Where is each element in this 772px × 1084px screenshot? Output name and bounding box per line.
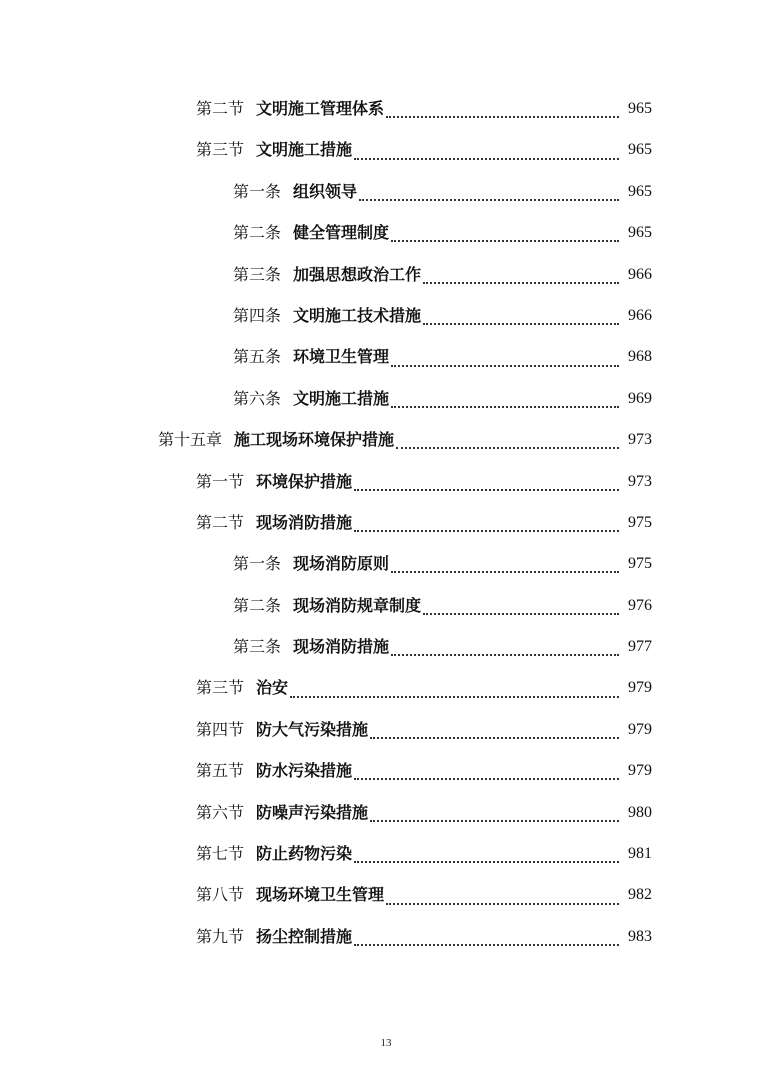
toc-entry-page: 982 [628,886,652,904]
toc-entry-prefix: 第三条 [233,264,282,284]
toc-entry-page: 966 [628,265,652,283]
toc-entry[interactable] [0,750,772,791]
dot-leader [391,570,619,573]
toc-entry-page: 977 [628,638,652,656]
toc-entry[interactable] [0,792,772,833]
toc-entry[interactable] [0,502,772,543]
dot-leader [391,364,619,367]
toc-entry[interactable] [0,171,772,212]
toc-entry-page: 965 [628,100,652,117]
toc-entry-page: 979 [628,762,652,780]
toc-entry-title: 健全管理制度 [293,223,390,243]
toc-entry[interactable] [0,336,772,377]
toc-entry-prefix: 第四条 [233,305,282,325]
dot-leader [359,198,619,201]
toc-entry-page: 979 [628,679,652,697]
toc-entry-prefix: 第三条 [233,637,282,657]
dot-leader [370,736,619,739]
dot-leader [354,157,619,160]
toc-entry[interactable] [0,295,772,336]
toc-entry[interactable] [0,667,772,708]
toc-entry[interactable] [0,88,772,129]
dot-leader [354,488,619,491]
dot-leader [386,902,619,905]
dot-leader [290,695,619,698]
toc-entry-prefix: 第二节 [196,512,245,532]
toc-entry[interactable] [0,585,772,626]
toc-entry-prefix: 第五条 [233,347,282,367]
toc-entry-prefix: 第八节 [196,885,245,905]
toc-entry-page: 973 [628,431,652,449]
toc-entry-prefix: 第十五章 [158,430,223,450]
dot-leader [386,115,619,118]
toc-entry-prefix: 第二条 [233,223,282,243]
toc-entry-prefix: 第九节 [196,926,245,946]
dot-leader [354,943,619,946]
toc-entry-page: 983 [628,927,652,945]
dot-leader [396,446,619,449]
toc-entry-prefix: 第三节 [196,140,245,160]
toc-entry-page: 966 [628,306,652,324]
toc-entry-title: 现场消防措施 [293,637,390,657]
dot-leader [423,612,619,615]
dot-leader [354,860,619,863]
toc-entry-title: 扬尘控制措施 [256,926,353,946]
toc-entry-prefix: 第一条 [233,554,282,574]
dot-leader [370,819,619,822]
dot-leader [423,322,619,325]
toc-entry[interactable] [0,709,772,750]
toc-entry[interactable] [0,626,772,667]
toc-entry-page: 975 [628,555,652,573]
dot-leader [354,529,619,532]
toc-entry[interactable] [0,212,772,253]
toc-entry[interactable] [0,833,772,874]
dot-leader [423,281,619,284]
toc-entry-page: 976 [628,596,652,614]
toc-entry-title: 文明施工管理体系 [256,99,385,118]
toc-entry-prefix: 第二条 [233,595,282,615]
toc-entry-title: 防止药物污染 [256,844,353,864]
toc-entry-prefix: 第七节 [196,844,245,864]
toc-entry[interactable] [0,254,772,295]
toc-entry-title: 现场环境卫生管理 [256,885,385,905]
toc-entry-title: 环境保护措施 [256,471,353,491]
dot-leader [391,653,619,656]
table-of-contents [0,88,772,957]
toc-entry-title: 治安 [256,678,289,698]
toc-entry-page: 968 [628,348,652,366]
toc-entry-title: 防大气污染措施 [256,719,369,739]
toc-entry-title: 防水污染措施 [256,761,353,781]
toc-entry[interactable] [0,874,772,915]
toc-entry-title: 施工现场环境保护措施 [234,430,395,450]
dot-leader [391,405,619,408]
toc-entry-title: 组织领导 [293,181,358,201]
toc-entry-page: 965 [628,224,652,242]
dot-leader [391,239,619,242]
toc-entry-page: 975 [628,513,652,531]
toc-entry-prefix: 第六条 [233,388,282,408]
toc-entry-prefix: 第一条 [233,181,282,201]
toc-entry[interactable] [0,419,772,460]
toc-entry-title: 现场消防规章制度 [293,595,422,615]
toc-entry[interactable] [0,916,772,957]
toc-entry-prefix: 第一节 [196,471,245,491]
toc-entry-title: 现场消防原则 [293,554,390,574]
toc-entry-page: 965 [628,141,652,159]
toc-entry-page: 973 [628,472,652,490]
toc-entry[interactable] [0,129,772,170]
toc-entry[interactable] [0,378,772,419]
toc-entry-prefix: 第三节 [196,678,245,698]
toc-entry-prefix: 第二节 [196,99,245,118]
toc-entry-page: 969 [628,389,652,407]
toc-entry-page: 981 [628,845,652,863]
toc-entry-title: 现场消防措施 [256,512,353,532]
toc-entry-title: 加强思想政治工作 [293,264,422,284]
dot-leader [354,777,619,780]
toc-entry-title: 环境卫生管理 [293,347,390,367]
toc-entry-title: 文明施工措施 [293,388,390,408]
toc-entry-prefix: 第六节 [196,802,245,822]
toc-entry-title: 文明施工技术措施 [293,305,422,325]
toc-entry-title: 防噪声污染措施 [256,802,369,822]
toc-entry-page: 965 [628,182,652,200]
toc-entry-page: 979 [628,720,652,738]
toc-entry-page: 980 [628,803,652,821]
toc-entry[interactable] [0,543,772,584]
toc-entry-prefix: 第四节 [196,719,245,739]
toc-entry-prefix: 第五节 [196,761,245,781]
toc-entry[interactable] [0,461,772,502]
toc-entry-title: 文明施工措施 [256,140,353,160]
page-number: 13 [380,1037,392,1049]
